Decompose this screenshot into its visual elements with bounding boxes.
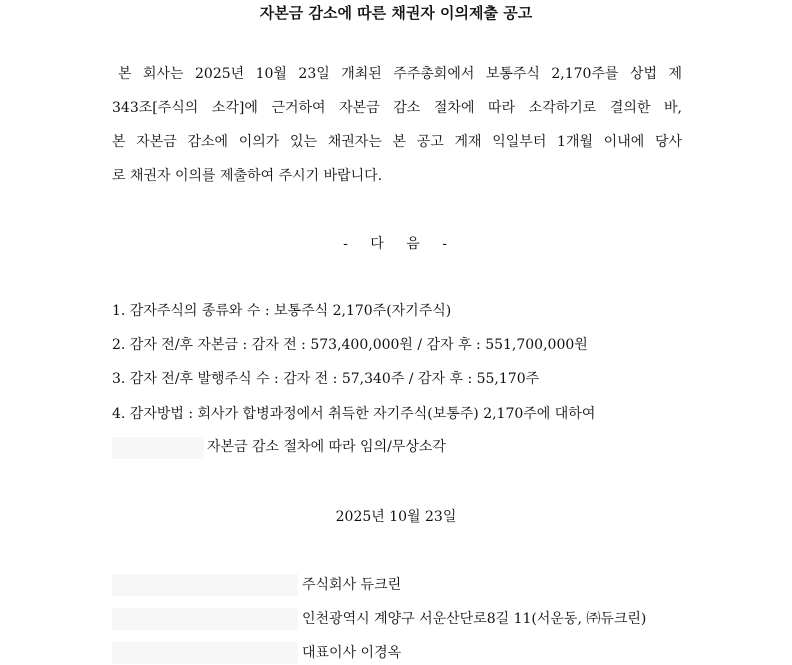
company-name: 주식회사 듀크린: [302, 577, 402, 593]
notice-date: 2025년 10월 23일: [335, 509, 457, 525]
shaded-indent: [112, 437, 204, 459]
paragraph-line-4: 로 채권자 이의를 제출하여 주시기 바랍니다.: [112, 168, 383, 184]
representative: 대표이사 이경옥: [302, 645, 402, 661]
section-heading: - 다 음 -: [343, 236, 449, 252]
shaded-indent: [112, 642, 298, 664]
notice-title: 자본금 감소에 따른 채권자 이의제출 공고: [259, 4, 533, 22]
list-item: 4. 감자방법 : 회사가 합병과정에서 취득한 자기주식(보통주) 2,170주에 대하여: [112, 406, 596, 422]
company-address: 인천광역시 계양구 서운산단로8길 11(서운동, ㈜듀크린): [302, 611, 647, 627]
list-item: 2. 감자 전/후 자본금 : 감자 전 : 573,400,000원 / 감자 후 : 551,700,000원: [112, 337, 588, 353]
list-item-continuation: 자본금 감소 절차에 따라 임의/무상소각: [207, 439, 446, 455]
list-item: 3. 감자 전/후 발행주식 수 : 감자 전 : 57,340주 / 감자 후 : 55,170주: [112, 371, 540, 387]
list-item: 1. 감자주식의 종류와 수 : 보통주식 2,170주(자기주식): [112, 303, 452, 319]
paragraph-line-1: 본 회사는 2025년 10월 23일 개최된 주주총회에서 보통주식 2,170주를 상법 제: [118, 66, 682, 82]
shaded-indent: [112, 574, 298, 596]
shaded-indent: [112, 608, 298, 630]
paragraph-line-3: 본 자본금 감소에 이의가 있는 채권자는 본 공고 게재 익일부터 1개월 이내에 당사: [112, 134, 682, 150]
paragraph-line-2: 343조[주식의 소각]에 근거하여 자본금 감소 절차에 따라 소각하기로 결의한 바,: [112, 100, 682, 116]
